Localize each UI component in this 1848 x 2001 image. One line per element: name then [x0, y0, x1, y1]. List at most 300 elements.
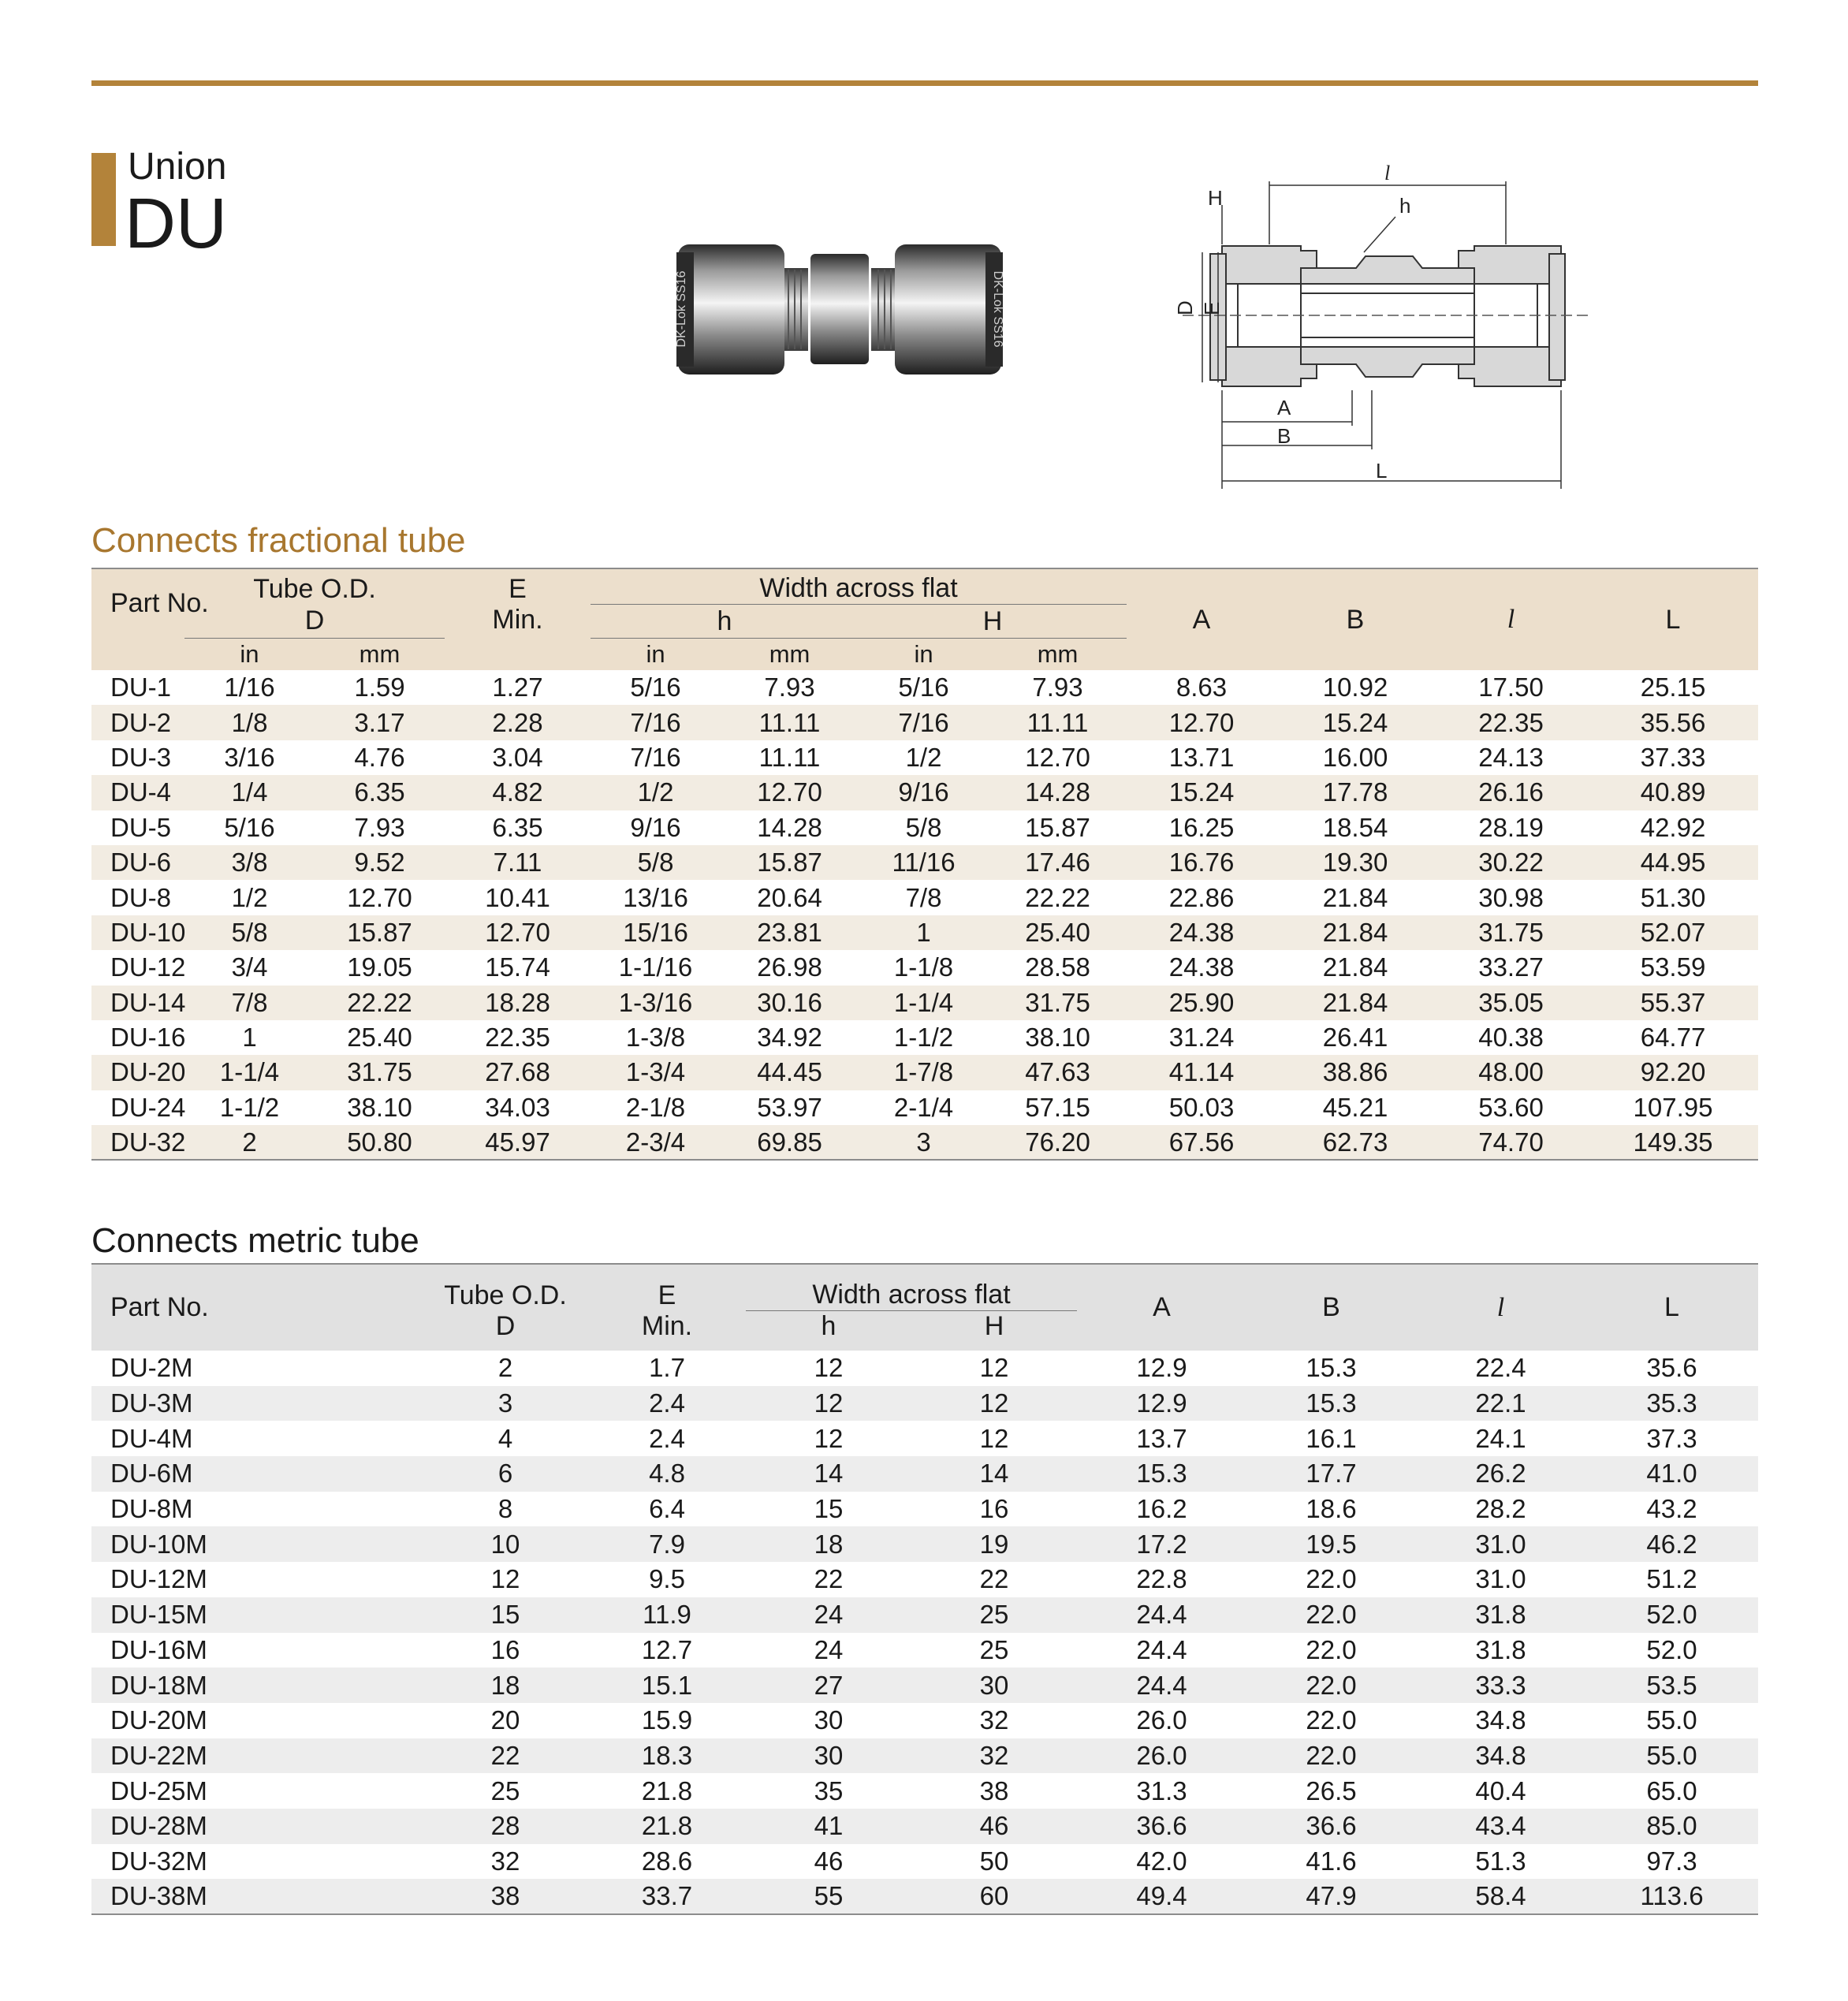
table-cell: 24.4: [1136, 1600, 1187, 1630]
table-cell: 22.0: [1306, 1740, 1357, 1770]
m-header-h-small: h: [821, 1311, 836, 1341]
table-cell: 34.8: [1475, 1705, 1526, 1735]
table-cell: 53.5: [1646, 1670, 1697, 1700]
table-cell: 37.3: [1646, 1423, 1697, 1453]
table-cell: 38.10: [1025, 1023, 1090, 1053]
metric-table: [91, 1263, 1758, 1915]
table-cell: 12: [979, 1388, 1009, 1418]
table-cell: 5/16: [224, 812, 275, 842]
table-cell: 18: [814, 1529, 844, 1559]
part-number-cell: DU-5: [110, 812, 172, 842]
table-cell: 32: [979, 1705, 1009, 1735]
drawing-label-h: h: [1399, 194, 1411, 218]
table-cell: 51.3: [1475, 1846, 1526, 1876]
table-row: [91, 705, 1758, 740]
table-row: [91, 1090, 1758, 1125]
table-row: [91, 1456, 1758, 1492]
table-cell: 7.9: [649, 1529, 685, 1559]
table-cell: 40.89: [1640, 777, 1706, 807]
table-cell: 31.3: [1136, 1776, 1187, 1805]
header-h-small: h: [591, 605, 859, 639]
table-row: [91, 950, 1758, 985]
table-cell: 26.41: [1322, 1023, 1388, 1053]
part-number-cell: DU-2M: [110, 1353, 193, 1383]
table-cell: 35: [814, 1776, 844, 1805]
table-cell: 10.41: [485, 882, 550, 912]
part-number-cell: DU-20M: [110, 1705, 207, 1735]
table-cell: 15.3: [1306, 1353, 1357, 1383]
table-cell: 20.64: [757, 882, 822, 912]
table-cell: 38: [979, 1776, 1009, 1805]
table-cell: 2.28: [492, 707, 543, 737]
table-cell: 52.0: [1646, 1600, 1697, 1630]
table-cell: 27.68: [485, 1057, 550, 1087]
table-cell: 28.19: [1478, 812, 1544, 842]
table-cell: 22.0: [1306, 1564, 1357, 1594]
drawing-label-B: B: [1277, 424, 1291, 448]
dimension-drawing: [1135, 158, 1585, 505]
table-cell: 25: [490, 1776, 520, 1805]
table-cell: 26.98: [757, 952, 822, 982]
table-cell: 69.85: [757, 1127, 822, 1157]
table-row: [91, 1879, 1758, 1914]
table-cell: 45.21: [1322, 1092, 1388, 1122]
table-cell: 7.93: [354, 812, 405, 842]
table-cell: 22.35: [485, 1023, 550, 1053]
table-cell: 8.63: [1175, 673, 1228, 702]
table-cell: 9.52: [354, 848, 405, 878]
table-cell: 44.45: [757, 1057, 822, 1087]
table-cell: 16.2: [1136, 1494, 1187, 1524]
table-row: [91, 1597, 1758, 1633]
table-cell: 22: [814, 1564, 844, 1594]
table-cell: 35.05: [1478, 987, 1544, 1017]
m-header-e: E: [658, 1280, 676, 1310]
drawing-label-A: A: [1277, 396, 1291, 419]
table-cell: 15.3: [1136, 1459, 1187, 1489]
table-cell: 32: [979, 1740, 1009, 1770]
table-cell: 21.84: [1322, 952, 1388, 982]
table-cell: 4.82: [492, 777, 543, 807]
table-cell: 33.7: [641, 1881, 693, 1911]
table-cell: 67.56: [1168, 1127, 1235, 1157]
table-cell: 16: [979, 1494, 1009, 1524]
table-cell: 8: [497, 1494, 513, 1524]
table-cell: 40.38: [1478, 1023, 1544, 1053]
table-cell: 33.3: [1475, 1670, 1526, 1700]
table-cell: 25.90: [1168, 987, 1235, 1017]
table-cell: 31.8: [1475, 1600, 1526, 1630]
table-cell: 13.71: [1168, 742, 1235, 772]
table-cell: 51.30: [1640, 882, 1706, 912]
part-number-cell: DU-38M: [110, 1881, 207, 1911]
table-cell: 3/16: [224, 742, 275, 772]
header-d-mm: mm: [359, 640, 401, 668]
table-cell: 16: [490, 1634, 520, 1664]
table-cell: 16.00: [1322, 742, 1388, 772]
table-cell: 26.5: [1306, 1776, 1357, 1805]
table-cell: 23.81: [757, 917, 822, 947]
table-cell: 76.20: [1025, 1127, 1090, 1157]
header-tube-od: Tube O.D.: [253, 573, 376, 604]
table-cell: 25: [979, 1634, 1009, 1664]
table-cell: 47.63: [1025, 1057, 1090, 1087]
table-cell: 30: [814, 1705, 844, 1735]
table-cell: 6.4: [649, 1494, 685, 1524]
table-cell: 62.73: [1322, 1127, 1388, 1157]
table-cell: 18.6: [1306, 1494, 1357, 1524]
table-cell: 22.1: [1475, 1388, 1526, 1418]
table-cell: 53.97: [757, 1092, 822, 1122]
table-cell: 1/2: [637, 777, 674, 807]
table-cell: 11.11: [758, 707, 821, 737]
table-cell: 12.70: [347, 882, 412, 912]
table-cell: 38.10: [347, 1092, 412, 1122]
fractional-section-title: Connects fractional tube: [91, 521, 466, 560]
table-row: [91, 1844, 1758, 1880]
table-cell: 9/16: [898, 777, 949, 807]
table-cell: 24.38: [1168, 917, 1235, 947]
table-cell: 24.38: [1168, 952, 1235, 982]
table-cell: 7/16: [630, 707, 681, 737]
table-row: [91, 1633, 1758, 1668]
header-h-mm: mm: [769, 640, 810, 668]
table-cell: 31.0: [1475, 1529, 1526, 1559]
table-cell: 18.28: [485, 987, 550, 1017]
table-cell: 10.92: [1322, 673, 1388, 702]
table-cell: 40.4: [1475, 1776, 1526, 1805]
table-row: [91, 1809, 1758, 1844]
table-cell: 44.95: [1640, 848, 1706, 878]
table-cell: 35.6: [1646, 1353, 1697, 1383]
part-number-cell: DU-12M: [110, 1564, 207, 1594]
table-cell: 9/16: [630, 812, 681, 842]
table-row: [91, 1738, 1758, 1774]
table-cell: 7/8: [231, 987, 268, 1017]
top-rule: [91, 80, 1758, 86]
table-cell: 10: [490, 1529, 520, 1559]
part-number-cell: DU-14: [110, 987, 186, 1017]
table-cell: 46.2: [1646, 1529, 1697, 1559]
table-cell: 22.8: [1136, 1564, 1187, 1594]
table-row: [91, 1055, 1758, 1090]
table-cell: 7.93: [764, 673, 815, 702]
table-cell: 3.17: [354, 707, 405, 737]
table-cell: 3/8: [231, 848, 268, 878]
table-cell: 27: [814, 1670, 844, 1700]
table-cell: 24.4: [1136, 1670, 1187, 1700]
table-cell: 22: [490, 1740, 520, 1770]
table-cell: 12.70: [757, 777, 822, 807]
table-cell: 36.6: [1306, 1811, 1357, 1841]
table-row: [91, 1421, 1758, 1456]
table-cell: 1-1/16: [618, 952, 693, 982]
table-cell: 35.56: [1640, 707, 1706, 737]
table-cell: 46: [814, 1846, 844, 1876]
drawing-label-D: D: [1173, 300, 1197, 315]
table-cell: 57.15: [1025, 1092, 1090, 1122]
part-number-cell: DU-18M: [110, 1670, 207, 1700]
product-category: Union: [128, 146, 227, 188]
photo-marking-right: DK-Lok SS16: [991, 270, 1004, 348]
table-cell: 21.84: [1322, 917, 1388, 947]
table-cell: 17.7: [1306, 1459, 1357, 1489]
table-cell: 12: [814, 1353, 844, 1383]
table-cell: 1-1/2: [219, 1092, 280, 1122]
part-number-cell: DU-10M: [110, 1529, 207, 1559]
table-cell: 52.07: [1640, 917, 1706, 947]
table-cell: 22.22: [347, 987, 412, 1017]
union-fitting-photo: [670, 237, 1009, 382]
table-row: [91, 1703, 1758, 1738]
table-cell: 11.9: [643, 1600, 691, 1630]
header-part-no: Part No.: [110, 588, 209, 619]
header-h-big: H: [859, 605, 1127, 639]
table-cell: 31.75: [1025, 987, 1090, 1017]
table-cell: 12.7: [641, 1634, 693, 1664]
table-cell: 18.3: [641, 1740, 693, 1770]
table-row: [91, 880, 1758, 915]
table-cell: 21.8: [641, 1776, 693, 1805]
table-cell: 33.27: [1478, 952, 1544, 982]
header-b: B: [1346, 604, 1365, 635]
table-cell: 15.87: [757, 848, 822, 878]
table-cell: 55.0: [1646, 1705, 1697, 1735]
table-cell: 31.75: [347, 1057, 412, 1087]
table-cell: 1-3/8: [625, 1023, 686, 1053]
table-cell: 24.1: [1475, 1423, 1526, 1453]
table-cell: 41.6: [1306, 1846, 1357, 1876]
table-cell: 16.25: [1168, 812, 1235, 842]
table-cell: 2.4: [649, 1388, 685, 1418]
table-cell: 12.9: [1136, 1388, 1187, 1418]
table-cell: 1-1/8: [893, 952, 954, 982]
table-cell: 42.92: [1640, 812, 1706, 842]
table-cell: 20: [490, 1705, 520, 1735]
table-cell: 28: [490, 1811, 520, 1841]
table-cell: 28.6: [641, 1846, 693, 1876]
table-cell: 1-3/16: [618, 987, 693, 1017]
part-number-cell: DU-4: [110, 777, 172, 807]
header-a: A: [1192, 604, 1211, 635]
table-cell: 149.35: [1633, 1127, 1713, 1157]
table-cell: 3.04: [492, 742, 543, 772]
table-row: [91, 1562, 1758, 1597]
table-cell: 1: [916, 917, 931, 947]
part-number-cell: DU-22M: [110, 1740, 207, 1770]
table-cell: 30.16: [757, 987, 822, 1017]
table-cell: 21.84: [1322, 882, 1388, 912]
table-cell: 2.4: [649, 1423, 685, 1453]
m-header-b: B: [1322, 1292, 1340, 1322]
part-number-cell: DU-3: [110, 742, 172, 772]
table-cell: 22.22: [1025, 882, 1090, 912]
table-cell: 15.24: [1322, 707, 1388, 737]
table-cell: 28.2: [1475, 1494, 1526, 1524]
table-cell: 37.33: [1640, 742, 1706, 772]
m-header-width-across-flat: Width across flat: [746, 1264, 1077, 1311]
table-cell: 28.58: [1025, 952, 1090, 982]
table-row: [91, 986, 1758, 1020]
part-number-cell: DU-6M: [110, 1459, 193, 1489]
table-cell: 12.70: [1025, 742, 1090, 772]
table-cell: 36.6: [1136, 1811, 1187, 1841]
table-row: [91, 915, 1758, 950]
table-cell: 85.0: [1646, 1811, 1697, 1841]
table-cell: 38.86: [1322, 1057, 1388, 1087]
table-cell: 2-1/8: [625, 1092, 686, 1122]
table-cell: 17.2: [1136, 1529, 1187, 1559]
photo-marking-left: DK-Lok SS16: [675, 270, 688, 348]
table-cell: 5/8: [231, 917, 268, 947]
part-number-cell: DU-12: [110, 952, 186, 982]
drawing-label-H: H: [1208, 186, 1223, 210]
header-e: E: [509, 573, 527, 604]
table-cell: 21.84: [1322, 987, 1388, 1017]
table-cell: 1-3/4: [625, 1057, 686, 1087]
table-cell: 11.11: [1026, 707, 1089, 737]
table-cell: 53.60: [1478, 1092, 1544, 1122]
table-cell: 25.40: [1025, 917, 1090, 947]
table-cell: 19: [979, 1529, 1009, 1559]
table-cell: 5/16: [630, 673, 681, 702]
table-cell: 19.5: [1306, 1529, 1357, 1559]
table-row: [91, 1773, 1758, 1809]
part-number-cell: DU-15M: [110, 1600, 207, 1630]
table-cell: 38: [490, 1881, 520, 1911]
table-cell: 24: [814, 1634, 844, 1664]
table-cell: 26.0: [1136, 1740, 1187, 1770]
table-cell: 2: [497, 1353, 513, 1383]
table-cell: 22: [979, 1564, 1009, 1594]
table-row: [91, 1526, 1758, 1562]
table-cell: 5/8: [637, 848, 674, 878]
header-l-small: l: [1507, 605, 1515, 634]
table-cell: 22.4: [1475, 1353, 1526, 1383]
drawing-label-l: l: [1384, 162, 1391, 184]
part-number-cell: DU-28M: [110, 1811, 207, 1841]
header-d: D: [184, 605, 445, 639]
table-cell: 1: [242, 1023, 257, 1053]
table-cell: 6.35: [354, 777, 405, 807]
table-cell: 5/8: [905, 812, 942, 842]
table-cell: 15.1: [641, 1670, 693, 1700]
table-cell: 7/16: [898, 707, 949, 737]
table-cell: 55: [814, 1881, 844, 1911]
table-cell: 50: [979, 1846, 1009, 1876]
drawing-label-L: L: [1376, 459, 1388, 483]
table-cell: 22.0: [1306, 1634, 1357, 1664]
table-cell: 12: [490, 1564, 520, 1594]
table-row: [91, 1668, 1758, 1703]
m-header-h-big: H: [984, 1311, 1004, 1341]
table-cell: 1-1/4: [893, 987, 954, 1017]
header-d-in: in: [240, 640, 259, 668]
table-cell: 2-1/4: [893, 1092, 954, 1122]
table-cell: 25.40: [347, 1023, 412, 1053]
m-header-min: Min.: [641, 1310, 693, 1341]
table-cell: 24: [814, 1600, 844, 1630]
table-cell: 30.98: [1478, 882, 1544, 912]
table-cell: 17.78: [1322, 777, 1388, 807]
table-cell: 31.8: [1475, 1634, 1526, 1664]
table-cell: 65.0: [1646, 1776, 1697, 1805]
table-cell: 53.59: [1640, 952, 1706, 982]
table-cell: 15.9: [641, 1705, 693, 1735]
table-cell: 19.05: [347, 952, 412, 982]
table-cell: 24.4: [1136, 1634, 1187, 1664]
table-row: [91, 1020, 1758, 1055]
header-h-in: in: [646, 640, 665, 668]
table-cell: 12.70: [1168, 707, 1235, 737]
header-min: Min.: [492, 604, 543, 635]
table-cell: 34.92: [757, 1023, 822, 1053]
part-number-cell: DU-20: [110, 1057, 186, 1087]
table-row: [91, 1125, 1758, 1160]
table-cell: 5/16: [898, 673, 949, 702]
table-row: [91, 1492, 1758, 1527]
title-accent-bar: [91, 153, 116, 246]
table-cell: 43.4: [1475, 1811, 1526, 1841]
table-cell: 2: [242, 1127, 257, 1157]
table-cell: 12: [814, 1388, 844, 1418]
table-cell: 4.8: [649, 1459, 685, 1489]
table-cell: 16.1: [1306, 1423, 1357, 1453]
table-cell: 30: [979, 1670, 1009, 1700]
part-number-cell: DU-16M: [110, 1634, 207, 1664]
table-cell: 22.35: [1478, 707, 1544, 737]
table-cell: 12.9: [1136, 1353, 1187, 1383]
table-cell: 45.97: [485, 1127, 550, 1157]
table-cell: 31.0: [1475, 1564, 1526, 1594]
table-cell: 18.54: [1322, 812, 1388, 842]
table-cell: 52.0: [1646, 1634, 1697, 1664]
table-cell: 47.9: [1306, 1881, 1357, 1911]
table-cell: 30: [814, 1740, 844, 1770]
table-cell: 30.22: [1478, 848, 1544, 878]
table-cell: 14.28: [1025, 777, 1090, 807]
table-cell: 18: [490, 1670, 520, 1700]
m-header-l-small: l: [1496, 1292, 1505, 1322]
table-cell: 14: [979, 1459, 1009, 1489]
table-cell: 2-3/4: [625, 1127, 686, 1157]
m-header-part-no: Part No.: [110, 1292, 209, 1322]
part-number-cell: DU-3M: [110, 1388, 193, 1418]
part-number-cell: DU-8M: [110, 1494, 193, 1524]
product-code: DU: [125, 184, 227, 263]
header-hbig-mm: mm: [1037, 640, 1079, 668]
table-cell: 1-1/2: [893, 1023, 954, 1053]
table-cell: 17.50: [1478, 673, 1544, 702]
table-cell: 21.8: [641, 1811, 693, 1841]
table-cell: 1/16: [224, 673, 275, 702]
table-cell: 26.16: [1478, 777, 1544, 807]
table-cell: 58.4: [1475, 1881, 1526, 1911]
table-cell: 3: [497, 1388, 513, 1418]
table-cell: 92.20: [1640, 1057, 1706, 1087]
table-cell: 34.03: [485, 1092, 550, 1122]
fractional-table: [91, 568, 1758, 1161]
table-cell: 26.0: [1136, 1705, 1187, 1735]
metric-section-title: Connects metric tube: [91, 1221, 419, 1260]
table-cell: 7/16: [630, 742, 681, 772]
table-cell: 7.11: [493, 848, 542, 878]
table-cell: 113.6: [1640, 1881, 1704, 1911]
table-cell: 15/16: [623, 917, 688, 947]
table-cell: 1-7/8: [893, 1057, 954, 1087]
table-cell: 16.76: [1168, 848, 1235, 878]
table-cell: 50.03: [1168, 1092, 1235, 1122]
